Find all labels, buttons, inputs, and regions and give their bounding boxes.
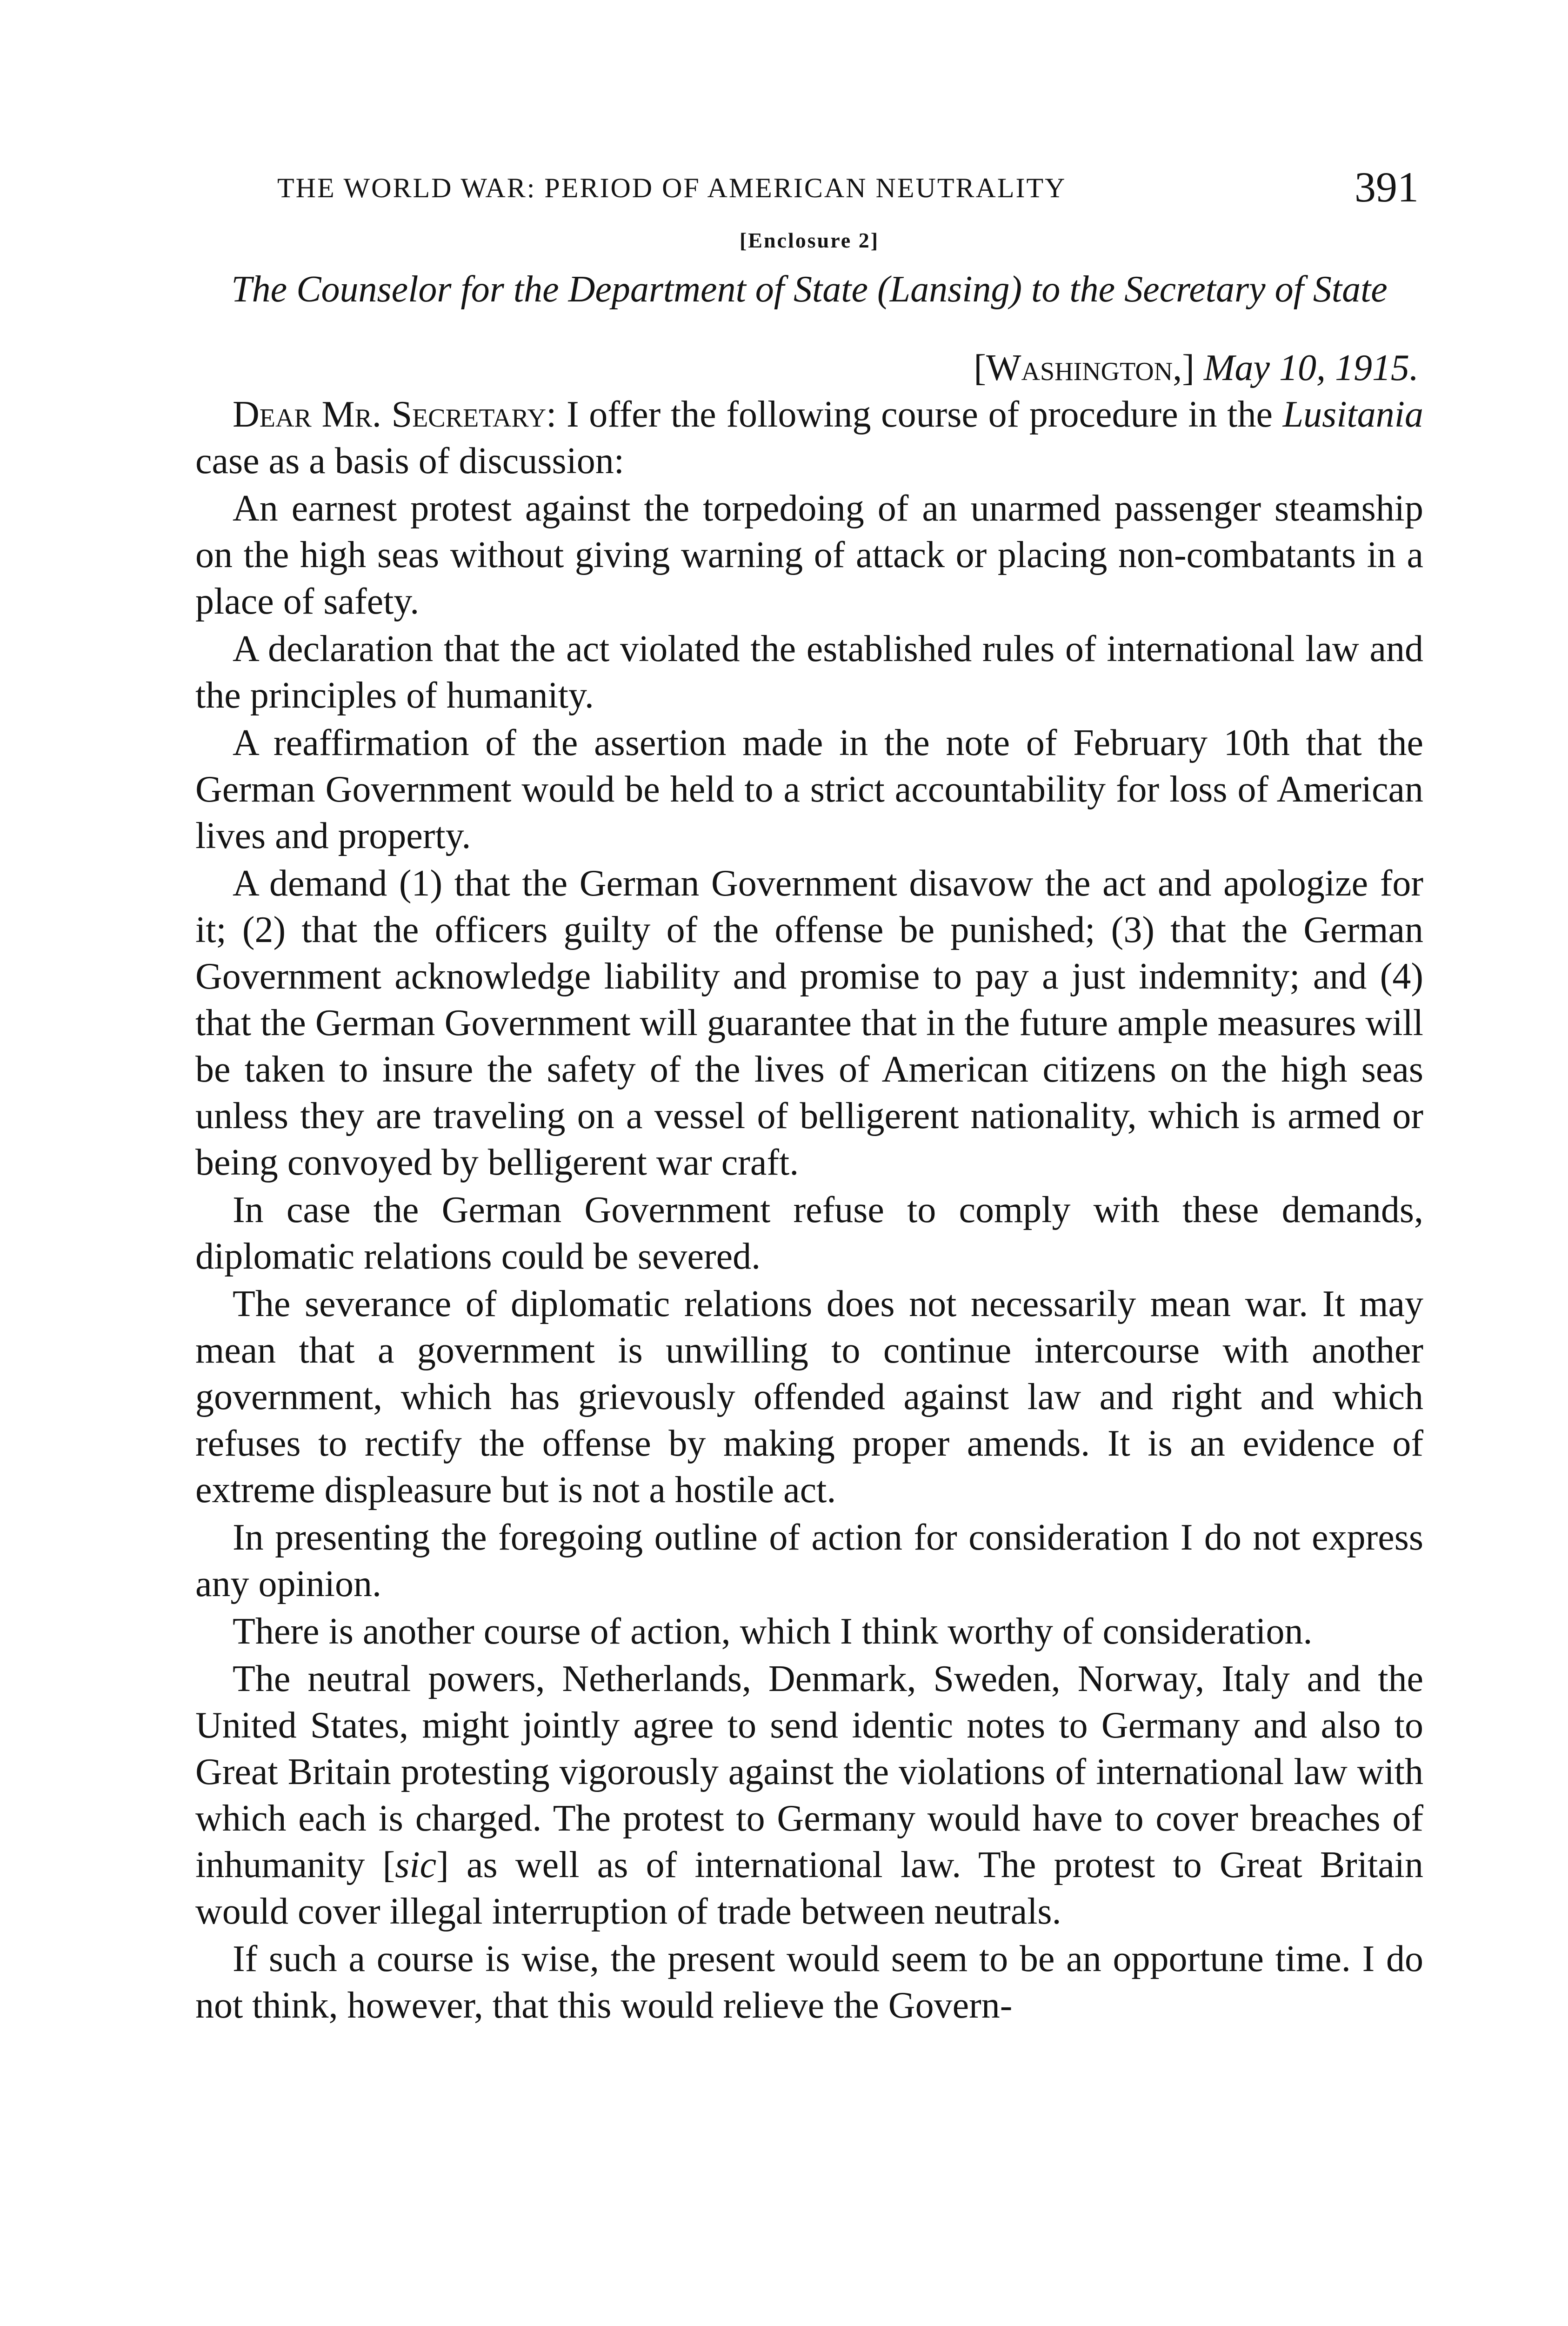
paragraph-no-opinion: In presenting the foregoing outline of action for consideration I do not express any opinion. bbox=[195, 1517, 1423, 1604]
opening-text-after-ship: case as a basis of discussion: bbox=[195, 441, 625, 481]
sic-note: sic bbox=[395, 1845, 437, 1885]
paragraph-demand: A demand (1) that the German Government disavow the act and apologize for it; (2) that the officers guilty of the offense be punished; (3) that the German Government acknowledge liability and promise to pay a just indemnity; and (4) that the German Government will guarantee that in the future ample measures will be taken to insure the safety of the lives of American citizens on the high seas unless they are traveling on a vessel of belligerent nationality, which is armed or being convoyed by belligerent war craft. bbox=[195, 863, 1423, 1183]
letter-body bbox=[195, 391, 1423, 2029]
running-head: THE WORLD WAR: PERIOD OF AMERICAN NEUTRALITY bbox=[277, 173, 1067, 203]
paragraph-another-course: There is another course of action, which I think worthy of consideration. bbox=[233, 1611, 1313, 1652]
opening-paragraph bbox=[195, 391, 1423, 484]
document-title: The Counselor for the Department of State (Lansing) to the Secretary of State bbox=[231, 269, 1388, 310]
paragraph-severance: The severance of diplomatic relations does not necessarily mean war. It may mean that a government is unwilling to continue intercourse with another government, which has grievously offended against law and right and which refuses to rectify the offense by making proper amends. It is an evidence of extreme displeasure but is not a hostile act. bbox=[195, 1283, 1423, 1511]
paragraph-protest: An earnest protest against the torpedoing of an unarmed passenger steamship on the high seas without giving warning of attack or placing non-combatants in a place of safety. bbox=[195, 488, 1423, 622]
dateline bbox=[195, 345, 1419, 391]
page-number: 391 bbox=[1354, 163, 1419, 211]
neutral-powers-text-after-sic: ] as well as of international law. The protest to Great Britain would cover illegal interruption of trade between neutrals. bbox=[195, 1845, 1424, 1932]
paragraph-reaffirmation: A reaffirmation of the assertion made in the note of February 10th that the German Government would be held to a strict accountability for loss of American lives and property. bbox=[195, 722, 1423, 856]
ship-name: Lusitania bbox=[1282, 394, 1423, 435]
opening-text-before-ship: I offer the following course of procedure in the bbox=[566, 394, 1273, 435]
paragraph-closing: If such a course is wise, the present would seem to be an opportune time. I do not think, however, that this would relieve the Govern- bbox=[195, 1938, 1423, 2026]
dateline-date: May 10, 1915. bbox=[1203, 348, 1419, 388]
enclosure-label: [Enclosure 2] bbox=[739, 228, 880, 252]
dateline-place: [Washington,] bbox=[974, 348, 1194, 388]
page-header bbox=[195, 140, 1423, 228]
paragraph-refusal: In case the German Government refuse to comply with these demands, diplomatic relations could be severed. bbox=[195, 1190, 1423, 1277]
salutation: Dear Mr. Secretary: bbox=[233, 394, 557, 435]
paragraph-neutral-powers bbox=[195, 1656, 1423, 1935]
neutral-powers-text-before-sic: The neutral powers, Netherlands, Denmark, Sweden, Norway, Italy and the United States, might jointly agree to send identic notes to Germany and also to Great Britain protesting vigorously against the violations of international law with which each is charged. The protest to Germany would have to cover breaches of inhumanity [ bbox=[195, 1658, 1423, 1885]
paragraph-declaration: A declaration that the act violated the established rules of international law and the principles of humanity. bbox=[195, 628, 1423, 716]
document-page bbox=[195, 140, 1423, 2030]
